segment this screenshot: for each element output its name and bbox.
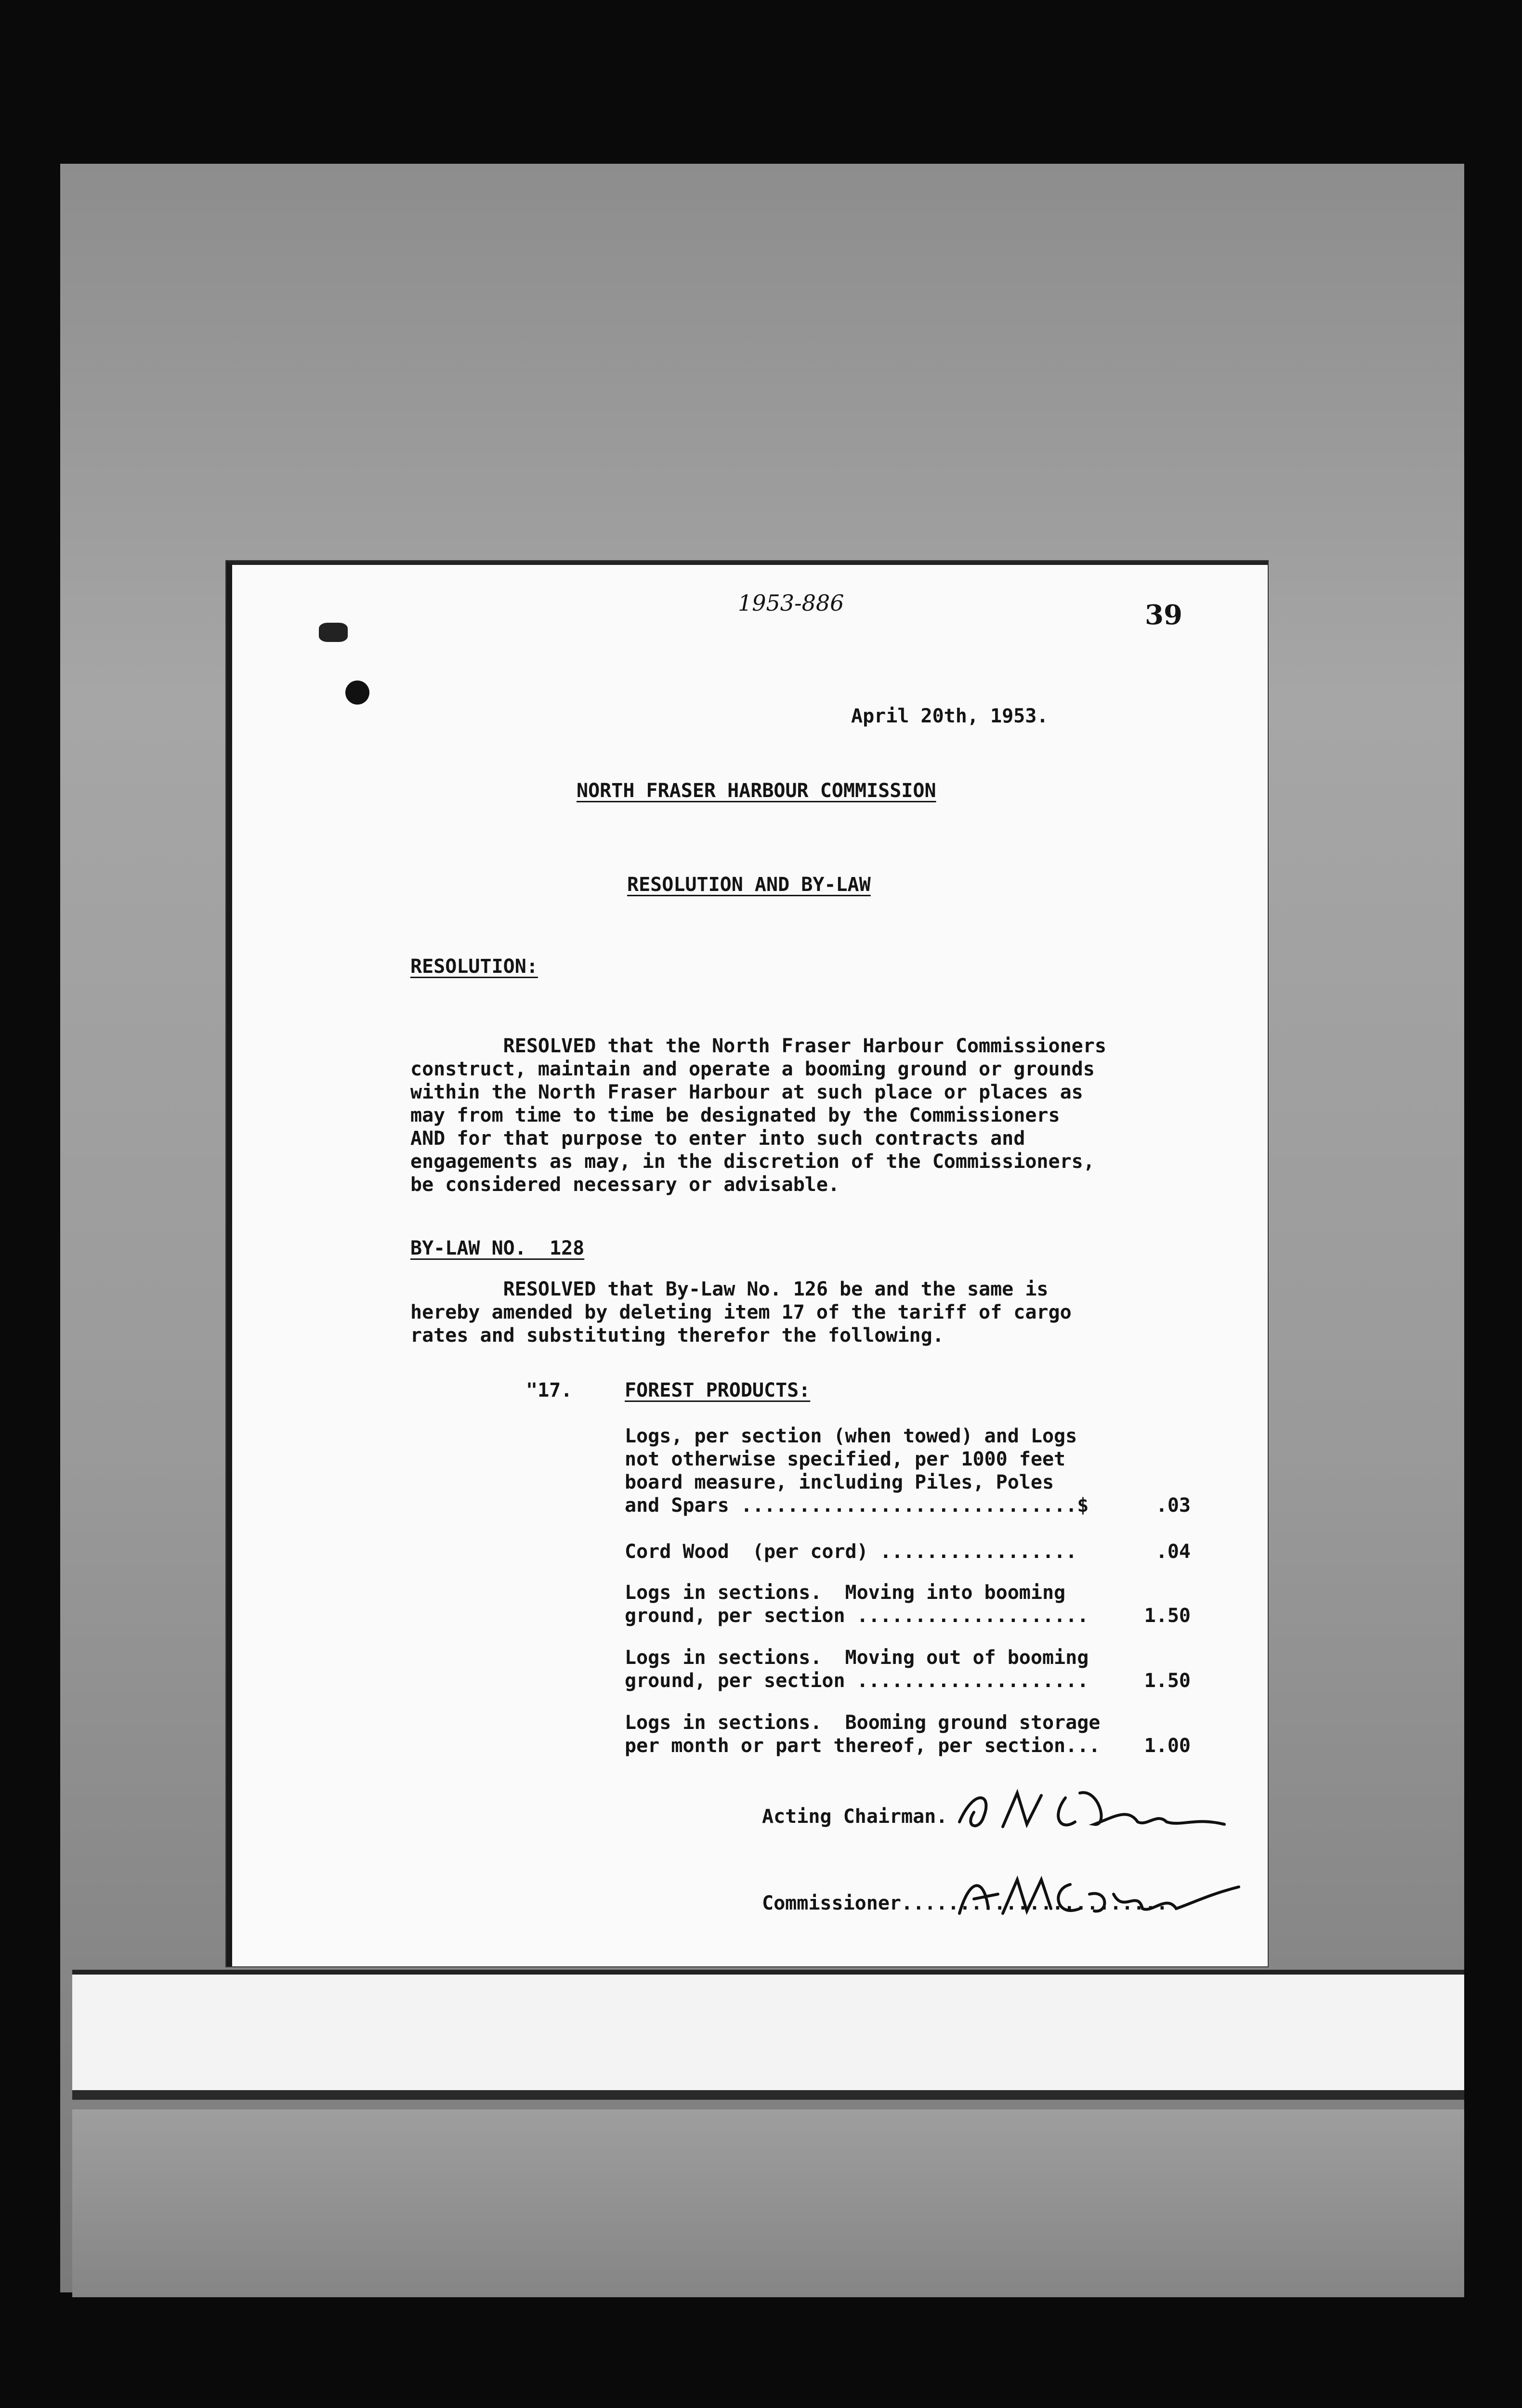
document-page [226,561,1268,1966]
chairman-label: Acting Chairman. [762,1806,948,1828]
tariff-rate: .03 [1155,1494,1191,1517]
tariff-line: ground, per section .................... [625,1605,1089,1627]
tariff-line: Cord Wood (per cord) ................. [625,1541,1077,1563]
ink-mark [319,623,348,642]
archive-mount-lower [72,2109,1464,2297]
item-number: "17. [526,1379,573,1401]
archive-number: 1953-886 [738,590,844,616]
resolution-line: engagements as may, in the discretion of the Commissioners, [410,1151,1095,1173]
tariff-item [625,1646,1089,1692]
page-number: 39 [1145,599,1182,631]
tariff-line: Logs, per section (when towed) and Logs [625,1425,1077,1447]
resolution-body [410,1034,1106,1196]
resolution-line: construct, maintain and operate a booming ground or grounds [410,1058,1095,1080]
tariff-line: Logs in sections. Moving out of booming [625,1647,1089,1669]
document-date: April 20th, 1953. [851,705,1049,727]
resolution-heading: RESOLUTION: [410,955,538,978]
bylaw-line: rates and substituting therefor the following. [410,1324,944,1347]
tariff-line: Logs in sections. Moving into booming [625,1582,1066,1604]
tariff-rate: 1.50 [1144,1670,1191,1692]
tariff-rate: .04 [1155,1541,1191,1563]
item-heading: FOREST PRODUCTS: [625,1379,811,1401]
tariff-item [625,1711,1100,1757]
tariff-line: and Spars .............................$ [625,1494,1089,1517]
bylaw-heading: BY-LAW NO. 128 [410,1237,585,1259]
mount-paper-strip [72,1970,1464,2100]
tariff-line: per month or part thereof, per section... [625,1735,1101,1757]
tariff-item [625,1581,1089,1627]
tariff-rate: 1.00 [1144,1735,1191,1757]
punch-hole [345,681,369,705]
resolution-line: be considered necessary or advisable. [410,1174,840,1196]
tariff-line: not otherwise specified, per 1000 feet [625,1448,1066,1470]
tariff-rate: 1.50 [1144,1605,1191,1627]
document-title: RESOLUTION AND BY-LAW [627,874,871,896]
resolution-line: AND for that purpose to enter into such contracts and [410,1127,1025,1150]
chairman-signature [955,1779,1244,1841]
commissioner-label: Commissioner....................... [762,1892,1168,1914]
tariff-item [625,1425,1089,1517]
bylaw-body [410,1278,1072,1347]
tariff-line: ground, per section .................... [625,1670,1089,1692]
organization-heading: NORTH FRASER HARBOUR COMMISSION [577,780,936,802]
bylaw-line: RESOLVED that By-Law No. 126 be and the same is [410,1278,1049,1300]
tariff-line: board measure, including Piles, Poles [625,1471,1054,1493]
bylaw-line: hereby amended by deleting item 17 of the tariff of cargo [410,1301,1072,1323]
commissioner-signature [950,1860,1248,1928]
tariff-line: Logs in sections. Booming ground storage [625,1712,1101,1734]
tariff-item [625,1540,1077,1563]
resolution-line: may from time to time be designated by the Commissioners [410,1104,1060,1126]
resolution-line: RESOLVED that the North Fraser Harbour Commissioners [410,1035,1106,1057]
resolution-line: within the North Fraser Harbour at such place or places as [410,1081,1083,1103]
